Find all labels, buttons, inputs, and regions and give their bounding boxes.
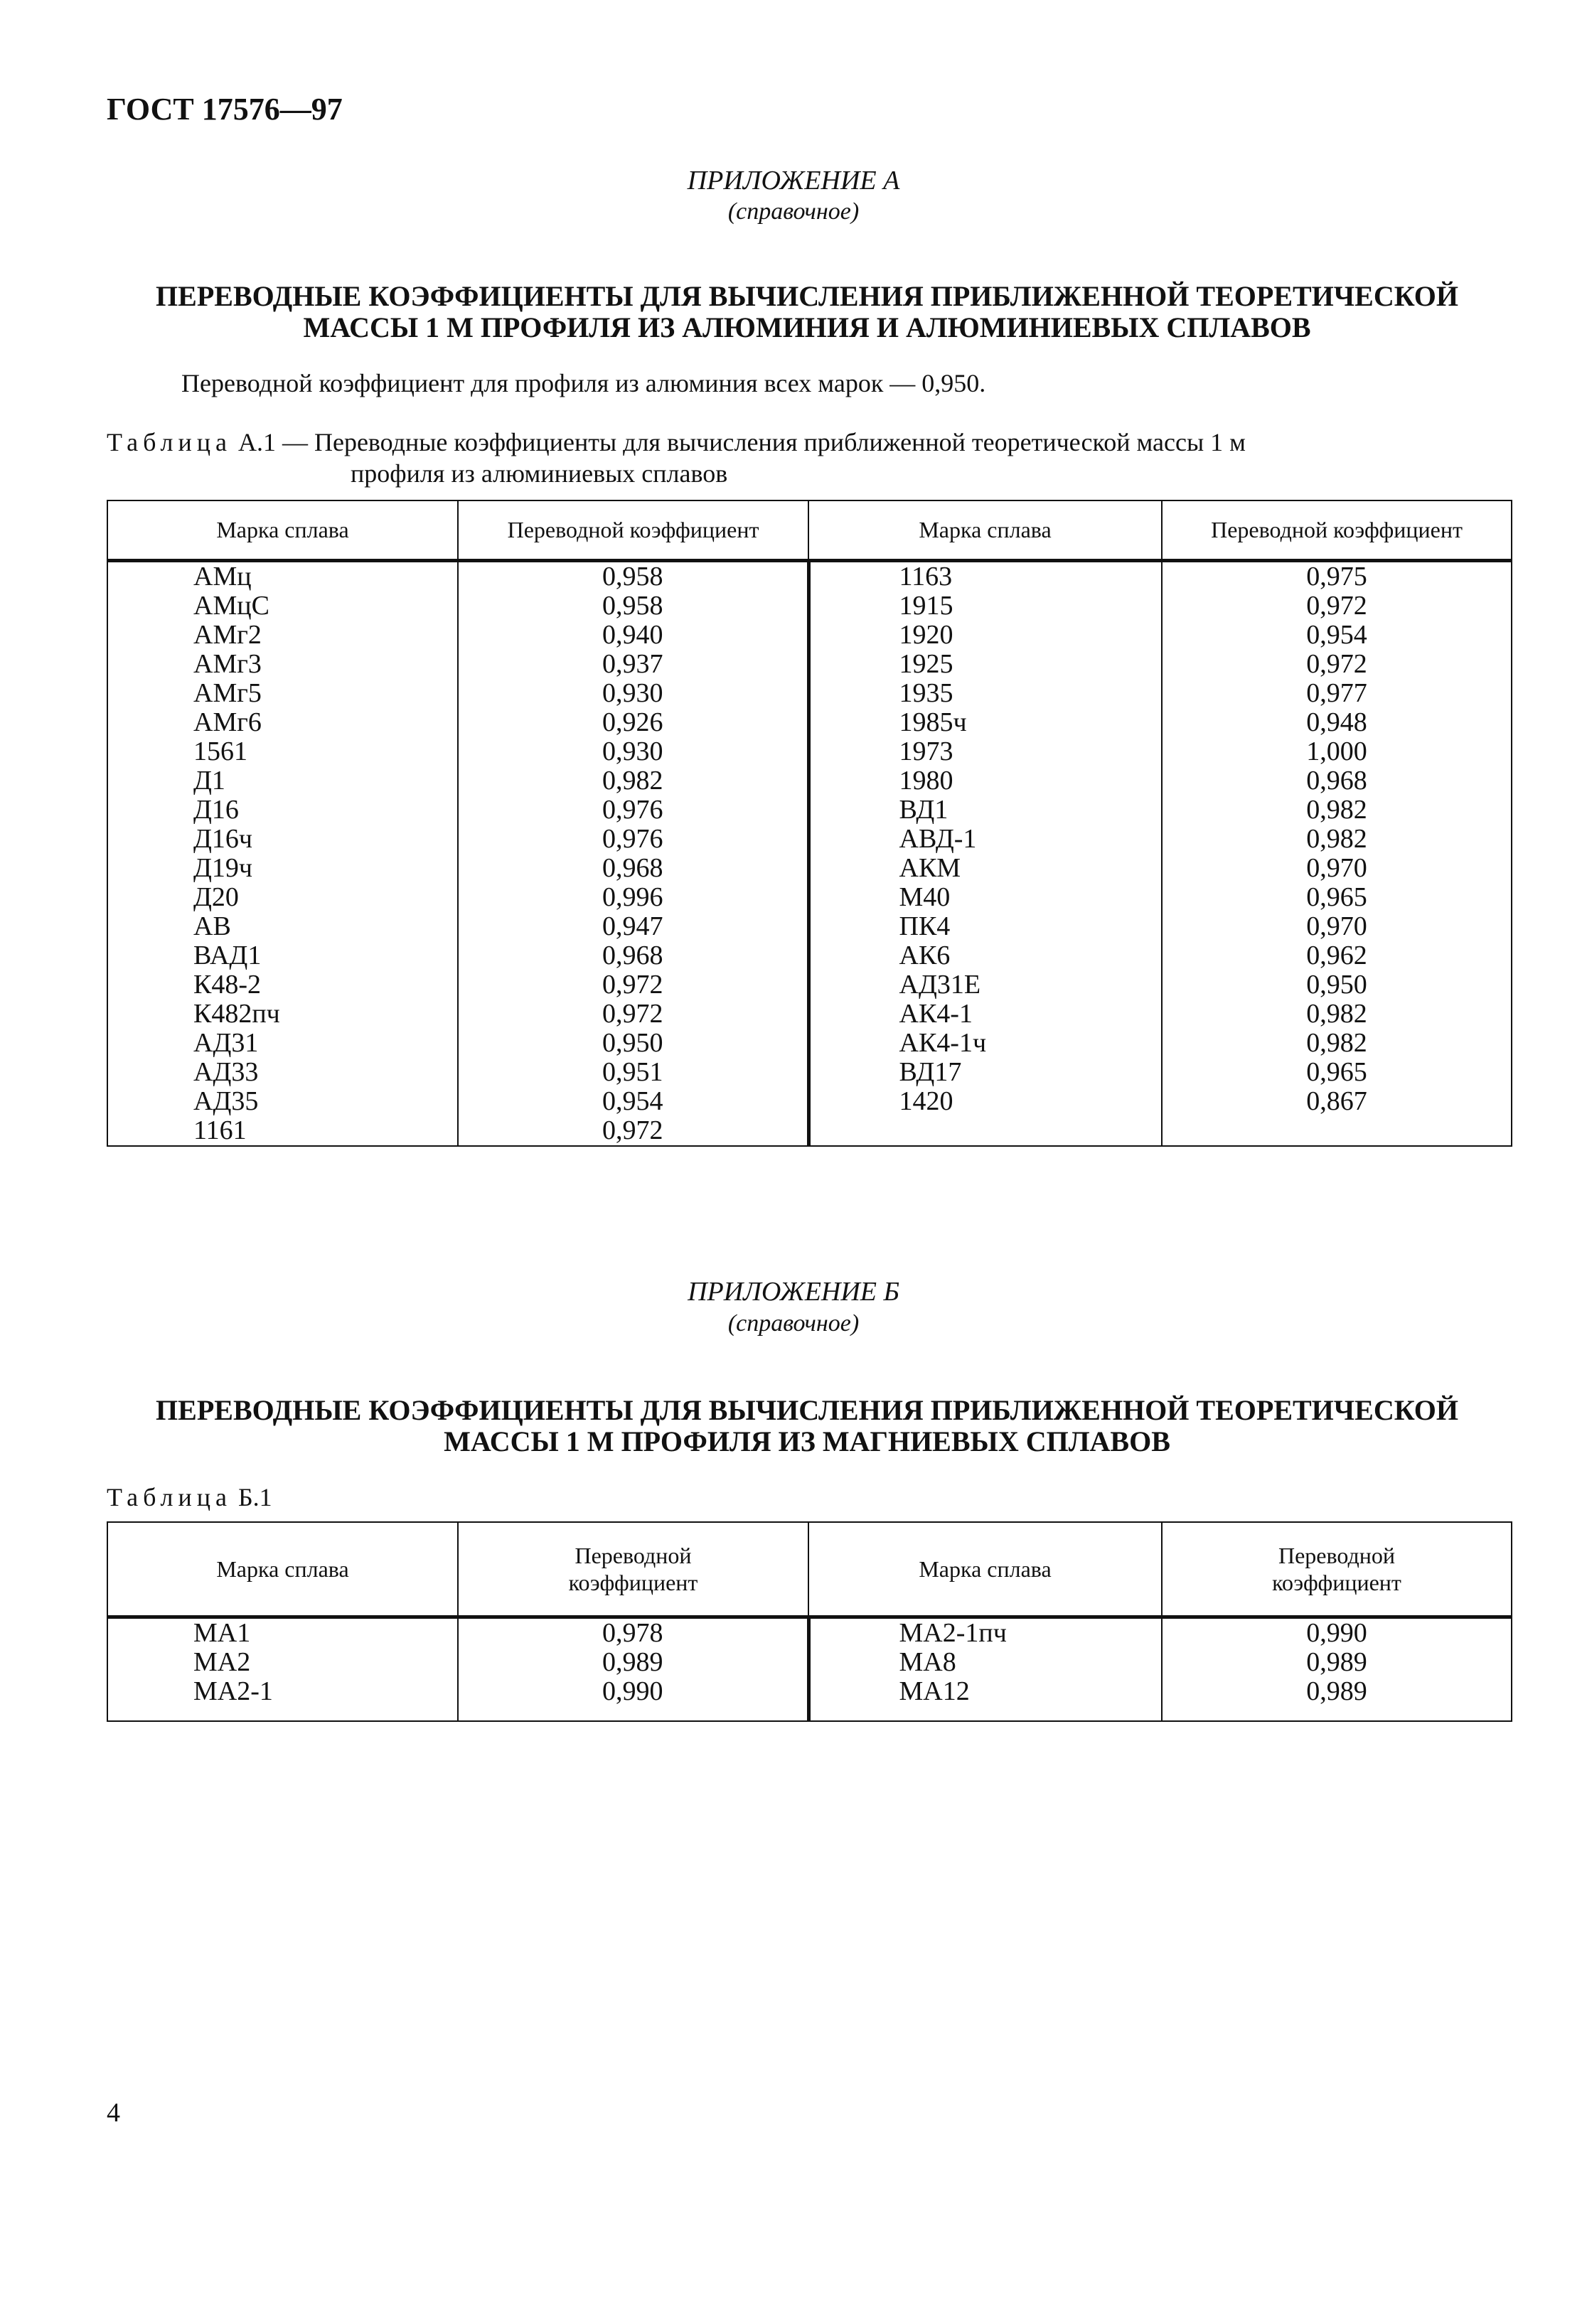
conversion-coefficient: 0,972 bbox=[602, 998, 663, 1029]
table-b1-right-coefs bbox=[1162, 1617, 1512, 1721]
table-b1-col-coef-right-line2: коэффициент bbox=[1272, 1569, 1401, 1595]
table-a1-left-brands bbox=[107, 560, 458, 1146]
conversion-coefficient: 0,972 bbox=[602, 1115, 663, 1145]
conversion-coefficient: 0,982 bbox=[602, 765, 663, 796]
conversion-coefficient: 0,972 bbox=[1306, 590, 1367, 621]
table-b1-col-coef-left-line2: коэффициент bbox=[568, 1569, 698, 1595]
alloy-grade: АК6 bbox=[899, 940, 951, 970]
alloy-grade: ВД1 bbox=[899, 794, 949, 825]
alloy-grade: АКМ bbox=[899, 852, 961, 883]
alloy-grade: 1163 bbox=[899, 561, 953, 591]
conversion-coefficient: 0,976 bbox=[602, 823, 663, 854]
alloy-grade: АД31 bbox=[193, 1027, 259, 1058]
alloy-grade: Д16ч bbox=[193, 823, 253, 854]
alloy-grade: АВ bbox=[193, 911, 231, 941]
page-number: 4 bbox=[107, 2098, 120, 2128]
conversion-coefficient: 0,958 bbox=[602, 590, 663, 621]
conversion-coefficient: 0,972 bbox=[602, 969, 663, 1000]
table-a1-right-brands bbox=[808, 560, 1162, 1146]
alloy-grade: Д1 bbox=[193, 765, 225, 796]
alloy-grade: 1561 bbox=[193, 736, 247, 766]
table-b1-col-coef-right-line1: Переводной bbox=[1278, 1542, 1395, 1568]
table-a1-col-brand-right: Марка сплава bbox=[808, 500, 1162, 560]
alloy-grade: К482пч bbox=[193, 998, 280, 1029]
document-id: ГОСТ 17576—97 bbox=[107, 92, 343, 127]
conversion-coefficient: 0,951 bbox=[602, 1056, 663, 1087]
alloy-grade: МА2-1 bbox=[193, 1676, 273, 1706]
alloy-grade: АМг5 bbox=[193, 678, 262, 708]
conversion-coefficient: 0,950 bbox=[1306, 969, 1367, 1000]
conversion-coefficient: 0,989 bbox=[1306, 1646, 1367, 1677]
conversion-coefficient: 0,954 bbox=[602, 1086, 663, 1116]
table-b1-right-brands bbox=[808, 1617, 1162, 1721]
alloy-grade: МА8 bbox=[899, 1646, 956, 1677]
conversion-coefficient: 0,962 bbox=[1306, 940, 1367, 970]
table-a1-label: Таблица bbox=[107, 428, 232, 456]
conversion-coefficient: 0,978 bbox=[602, 1617, 663, 1648]
table-a1 bbox=[107, 500, 1512, 1147]
conversion-coefficient: 0,989 bbox=[1306, 1676, 1367, 1706]
alloy-grade: 1920 bbox=[899, 619, 953, 650]
appendix-a-heading bbox=[114, 281, 1500, 343]
conversion-coefficient: 0,982 bbox=[1306, 998, 1367, 1029]
conversion-coefficient: 0,937 bbox=[602, 648, 663, 679]
appendix-a-subtitle: (справочное) bbox=[727, 198, 860, 225]
appendix-b-heading-line1: ПЕРЕВОДНЫЕ КОЭФФИЦИЕНТЫ ДЛЯ ВЫЧИСЛЕНИЯ ПРИБЛИЖЕННОЙ ТЕОРЕТИЧЕСКОЙ bbox=[156, 1394, 1458, 1426]
table-b1 bbox=[107, 1521, 1512, 1722]
alloy-grade: АМг3 bbox=[193, 648, 262, 679]
alloy-grade: 1161 bbox=[193, 1115, 247, 1145]
conversion-coefficient: 0,982 bbox=[1306, 823, 1367, 854]
conversion-coefficient: 0,930 bbox=[602, 678, 663, 708]
appendix-b-heading-line2: МАССЫ 1 М ПРОФИЛЯ ИЗ МАГНИЕВЫХ СПЛАВОВ bbox=[444, 1425, 1170, 1457]
alloy-grade: ВД17 bbox=[899, 1056, 962, 1087]
appendix-b-title: ПРИЛОЖЕНИЕ Б bbox=[688, 1277, 899, 1307]
alloy-grade: К48-2 bbox=[193, 969, 261, 1000]
alloy-grade: АК4-1 bbox=[899, 998, 973, 1029]
conversion-coefficient: 0,958 bbox=[602, 561, 663, 591]
conversion-coefficient: 0,947 bbox=[602, 911, 663, 941]
table-b1-col-coef-right bbox=[1162, 1522, 1512, 1617]
table-b1-col-brand-left: Марка сплава bbox=[107, 1522, 458, 1617]
alloy-grade: АД31Е bbox=[899, 969, 981, 1000]
appendix-b-heading bbox=[114, 1395, 1500, 1457]
alloy-grade: 1915 bbox=[899, 590, 953, 621]
conversion-coefficient: 0,948 bbox=[1306, 707, 1367, 737]
conversion-coefficient: 0,970 bbox=[1306, 911, 1367, 941]
table-b1-left-brands bbox=[107, 1617, 458, 1721]
conversion-coefficient: 0,926 bbox=[602, 707, 663, 737]
conversion-coefficient: 0,968 bbox=[602, 852, 663, 883]
table-a1-col-brand-left: Марка сплава bbox=[107, 500, 458, 560]
conversion-coefficient: 0,965 bbox=[1306, 882, 1367, 912]
conversion-coefficient: 0,970 bbox=[1306, 852, 1367, 883]
table-a1-left-coefs bbox=[458, 560, 808, 1146]
alloy-grade: АВД-1 bbox=[899, 823, 977, 854]
appendix-a-title: ПРИЛОЖЕНИЕ А bbox=[687, 166, 900, 196]
conversion-coefficient: 0,976 bbox=[602, 794, 663, 825]
alloy-grade: АМцС bbox=[193, 590, 269, 621]
table-b1-col-coef-left bbox=[458, 1522, 808, 1617]
table-b1-left-coefs bbox=[458, 1617, 808, 1721]
conversion-coefficient: 0,982 bbox=[1306, 1027, 1367, 1058]
appendix-a-heading-line1: ПЕРЕВОДНЫЕ КОЭФФИЦИЕНТЫ ДЛЯ ВЫЧИСЛЕНИЯ ПРИБЛИЖЕННОЙ ТЕОРЕТИЧЕСКОЙ bbox=[156, 280, 1458, 312]
alloy-grade: 1985ч bbox=[899, 707, 967, 737]
alloy-grade: АМц bbox=[193, 561, 252, 591]
conversion-coefficient: 0,965 bbox=[1306, 1056, 1367, 1087]
alloy-grade: АД33 bbox=[193, 1056, 259, 1087]
conversion-coefficient: 0,954 bbox=[1306, 619, 1367, 650]
alloy-grade: 1420 bbox=[899, 1086, 953, 1116]
table-b1-label: Таблица bbox=[107, 1483, 232, 1511]
conversion-coefficient: 0,972 bbox=[1306, 648, 1367, 679]
alloy-grade: 1925 bbox=[899, 648, 953, 679]
conversion-coefficient: 0,940 bbox=[602, 619, 663, 650]
conversion-coefficient: 0,977 bbox=[1306, 678, 1367, 708]
table-a1-caption-line2: профиля из алюминиевых сплавов bbox=[351, 459, 728, 488]
conversion-coefficient: 0,867 bbox=[1306, 1086, 1367, 1116]
table-a1-col-coef-right: Переводной коэффициент bbox=[1162, 500, 1512, 560]
alloy-grade: МА2 bbox=[193, 1646, 251, 1677]
conversion-coefficient: 1,000 bbox=[1306, 736, 1367, 766]
table-b1-caption bbox=[107, 1482, 272, 1513]
aluminium-note: Переводной коэффициент для профиля из алюминия всех марок — 0,950. bbox=[181, 369, 986, 397]
table-a1-right-coefs bbox=[1162, 560, 1512, 1146]
conversion-coefficient: 0,975 bbox=[1306, 561, 1367, 591]
alloy-grade: ВАД1 bbox=[193, 940, 262, 970]
conversion-coefficient: 0,990 bbox=[1306, 1617, 1367, 1648]
alloy-grade: МА1 bbox=[193, 1617, 251, 1648]
alloy-grade: Д16 bbox=[193, 794, 239, 825]
conversion-coefficient: 0,996 bbox=[602, 882, 663, 912]
conversion-coefficient: 0,982 bbox=[1306, 794, 1367, 825]
alloy-grade: М40 bbox=[899, 882, 951, 912]
conversion-coefficient: 0,968 bbox=[1306, 765, 1367, 796]
conversion-coefficient: 0,990 bbox=[602, 1676, 663, 1706]
alloy-grade: Д20 bbox=[193, 882, 239, 912]
conversion-coefficient: 0,968 bbox=[602, 940, 663, 970]
alloy-grade: АМг6 bbox=[193, 707, 262, 737]
alloy-grade: АД35 bbox=[193, 1086, 259, 1116]
appendix-a-heading-line2: МАССЫ 1 М ПРОФИЛЯ ИЗ АЛЮМИНИЯ И АЛЮМИНИЕВЫХ СПЛАВОВ bbox=[303, 311, 1311, 343]
alloy-grade: АМг2 bbox=[193, 619, 262, 650]
alloy-grade: Д19ч bbox=[193, 852, 253, 883]
alloy-grade: АК4-1ч bbox=[899, 1027, 987, 1058]
table-a1-caption bbox=[107, 427, 1246, 489]
table-a1-caption-line1: А.1 — Переводные коэффициенты для вычисления приближенной теоретической массы 1 м bbox=[237, 428, 1246, 456]
appendix-b-subtitle: (справочное) bbox=[727, 1310, 860, 1337]
alloy-grade: 1973 bbox=[899, 736, 953, 766]
alloy-grade: 1935 bbox=[899, 678, 953, 708]
alloy-grade: МА12 bbox=[899, 1676, 970, 1706]
conversion-coefficient: 0,950 bbox=[602, 1027, 663, 1058]
alloy-grade: 1980 bbox=[899, 765, 953, 796]
alloy-grade: МА2-1пч bbox=[899, 1617, 1007, 1648]
table-b1-col-brand-right: Марка сплава bbox=[808, 1522, 1162, 1617]
alloy-grade: ПК4 bbox=[899, 911, 951, 941]
table-b1-number: Б.1 bbox=[237, 1483, 272, 1511]
table-a1-col-coef-left: Переводной коэффициент bbox=[458, 500, 808, 560]
conversion-coefficient: 0,989 bbox=[602, 1646, 663, 1677]
conversion-coefficient: 0,930 bbox=[602, 736, 663, 766]
table-b1-col-coef-left-line1: Переводной bbox=[575, 1542, 692, 1568]
